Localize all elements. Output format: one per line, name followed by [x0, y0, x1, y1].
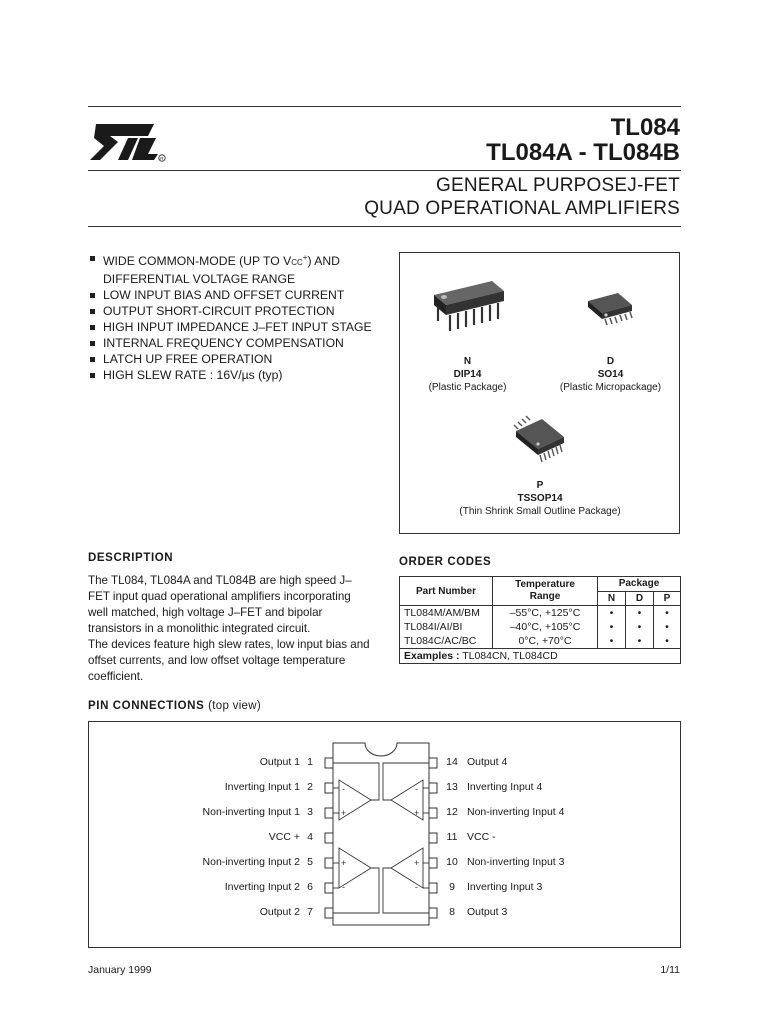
order-codes-heading: ORDER CODES	[399, 556, 492, 568]
pin-label-left	[150, 781, 300, 793]
pkg-cell: •	[625, 606, 653, 621]
part-cell: TL084M/AM/BM	[400, 606, 493, 621]
pin-connections-heading	[88, 700, 261, 712]
package-p-name: TSSOP14	[517, 493, 563, 504]
pin-heading-note: (top view)	[208, 700, 261, 712]
pin-label-left	[150, 756, 300, 768]
svg-text:R: R	[160, 156, 164, 161]
title-line2: TL084A - TL084B	[486, 139, 680, 166]
pin-name: Inverting Input 2	[224, 881, 300, 893]
svg-text:+: +	[414, 858, 420, 868]
svg-text:-: -	[342, 784, 345, 794]
subtitle-line1: GENERAL PURPOSEJ-FET	[435, 175, 680, 196]
pin-number-right: 8	[449, 906, 455, 918]
svg-text:-: -	[415, 784, 418, 794]
package-n-desc: (Plastic Package)	[428, 382, 507, 393]
package-d-desc: (Plastic Micropackage)	[559, 382, 662, 393]
pin-label-left	[150, 906, 300, 918]
pin-number-right: 11	[446, 831, 458, 843]
feature-list	[88, 250, 372, 383]
svg-text:+: +	[341, 808, 347, 818]
subtitle-rule	[88, 226, 681, 227]
so14-package-image	[584, 291, 636, 331]
package-d-name: SO14	[597, 369, 624, 380]
vcc-superscript: +	[302, 253, 308, 262]
part-cell: TL084C/AC/BC	[400, 634, 493, 649]
pin-number-right: 13	[446, 781, 458, 793]
pin-name: Non-inverting Input 1	[202, 806, 300, 818]
footer-date: January 1999	[88, 964, 152, 976]
order-codes-table	[399, 576, 681, 664]
vcc-subscript: CC	[291, 258, 303, 268]
package-n-code: N	[463, 356, 472, 367]
table-row	[400, 606, 681, 621]
pin-label-left	[150, 806, 300, 818]
pin-label-right: Inverting Input 3	[467, 881, 543, 893]
pin-label-right: Non-inverting Input 3	[467, 856, 565, 868]
table-row	[400, 634, 681, 649]
package-d-code: D	[606, 356, 615, 367]
package-p-code: P	[536, 480, 544, 491]
pin-label-left	[150, 881, 300, 893]
package-p-label	[430, 479, 650, 518]
pkg-cell: •	[598, 606, 626, 621]
pin-number-right: 14	[446, 756, 458, 768]
examples-row	[400, 649, 681, 664]
pin-number-left: 3	[307, 806, 313, 818]
subtitle-line2: QUAD OPERATIONAL AMPLIFIERS	[364, 198, 680, 219]
col-pkg-p: P	[653, 591, 680, 606]
top-rule	[88, 106, 681, 107]
pin-label-right: Output 3	[467, 906, 508, 918]
pin-name: Output 2	[259, 906, 300, 918]
pin-label-right: VCC -	[467, 831, 496, 843]
pin-number-left: 6	[307, 881, 313, 893]
pkg-cell: •	[625, 620, 653, 634]
pin-number-right: 10	[446, 856, 458, 868]
examples-value: TL084CN, TL084CD	[462, 650, 558, 662]
pin-number-right: 9	[449, 881, 455, 893]
dip14-package-image	[426, 277, 510, 339]
pin-label-left	[150, 856, 300, 868]
pin-number-left: 4	[307, 831, 313, 843]
footer-page: 1/11	[660, 964, 680, 976]
svg-text:-: -	[415, 882, 418, 892]
feature-item: LOW INPUT BIAS AND OFFSET CURRENT	[88, 287, 372, 303]
part-cell: TL084I/AI/BI	[400, 620, 493, 634]
col-package: Package	[598, 577, 681, 592]
tssop14-package-image	[512, 415, 568, 467]
temp-cell: –40°C, +105°C	[493, 620, 598, 634]
svg-text:+: +	[414, 808, 420, 818]
feature-item: HIGH SLEW RATE : 16V/µs (typ)	[88, 367, 372, 383]
pkg-cell: •	[598, 620, 626, 634]
pin-label-right: Non-inverting Input 4	[467, 806, 565, 818]
pin-number-left: 1	[307, 756, 313, 768]
pin-name: Output 1	[259, 756, 300, 768]
pin-number-left: 5	[307, 856, 313, 868]
pin-name: VCC +	[268, 831, 300, 843]
temp-cell: 0°C, +70°C	[493, 634, 598, 649]
pin-name: Non-inverting Input 2	[202, 856, 300, 868]
col-pkg-d: D	[625, 591, 653, 606]
pkg-cell: •	[653, 620, 680, 634]
feature-text: ) AND	[307, 254, 340, 269]
svg-text:+: +	[341, 858, 347, 868]
pin-number-left: 2	[307, 781, 313, 793]
feature-item: OUTPUT SHORT-CIRCUIT PROTECTION	[88, 303, 372, 319]
feature-text: DIFFERENTIAL VOLTAGE RANGE	[103, 272, 296, 287]
description-text	[88, 573, 373, 685]
svg-text:-: -	[342, 882, 345, 892]
package-d-label	[548, 355, 673, 394]
package-box	[399, 252, 680, 534]
feature-text: WIDE COMMON-MODE (UP TO V	[103, 254, 292, 269]
pin-number-left: 7	[307, 906, 313, 918]
col-pkg-n: N	[598, 591, 626, 606]
pin-label-right: Output 4	[467, 756, 508, 768]
description-para2: The devices feature high slew rates, low input bias and offset currents, and low offset voltage temperature coefficient.	[88, 638, 370, 683]
description-para1: The TL084, TL084A and TL084B are high speed J–FET input quad operational amplifiers incorporating well matched, high voltage J–FET and bipolar transistors in a monolithic integrated circuit.	[88, 574, 352, 635]
title-rule	[88, 170, 681, 171]
table-row	[400, 620, 681, 634]
col-part-number: Part Number	[400, 577, 493, 606]
package-n-name: DIP14	[453, 369, 482, 380]
pin-number-right: 12	[446, 806, 458, 818]
title-line1: TL084	[610, 114, 680, 141]
pin-name: Inverting Input 1	[224, 781, 300, 793]
pin-label-right: Inverting Input 4	[467, 781, 543, 793]
pin-heading-text: PIN CONNECTIONS	[88, 700, 205, 712]
temp-cell: –55°C, +125°C	[493, 606, 598, 621]
feature-item: LATCH UP FREE OPERATION	[88, 351, 372, 367]
package-p-desc: (Thin Shrink Small Outline Package)	[459, 506, 621, 517]
feature-item	[88, 250, 372, 287]
pkg-cell: •	[598, 634, 626, 649]
st-logo	[88, 120, 168, 166]
col-temperature: Temperature Range	[493, 577, 598, 606]
package-n-label	[410, 355, 525, 394]
pkg-cell: •	[625, 634, 653, 649]
pkg-cell: •	[653, 634, 680, 649]
feature-item: HIGH INPUT IMPEDANCE J–FET INPUT STAGE	[88, 319, 372, 335]
pkg-cell: •	[653, 606, 680, 621]
description-heading: DESCRIPTION	[88, 552, 174, 564]
examples-label: Examples :	[404, 650, 460, 662]
feature-item: INTERNAL FREQUENCY COMPENSATION	[88, 335, 372, 351]
pin-label-left	[150, 831, 300, 843]
